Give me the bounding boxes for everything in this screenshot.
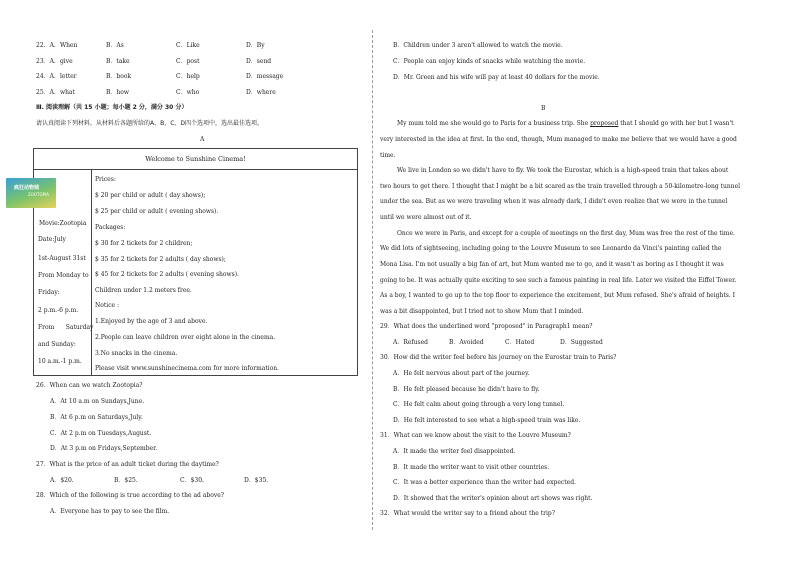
q28-option-b: B．Children under 3 aren't allowed to watch the movie. (393, 42, 563, 49)
q29-option-b: B．Avoided (449, 339, 484, 346)
passage-b-line-2: very interested in the idea at first. In the end, though, Mum managed to make me believe that we would have a good (380, 136, 737, 143)
ad-price-day: $ 20 per child or adult ( day shows); (95, 192, 206, 199)
q27-option-d: D．$35. (244, 477, 269, 484)
ad-package-children: $ 30 for 2 tickets for 2 children; (95, 240, 193, 247)
ad-website: Please visit www.sunshinecinema.com for more information. (95, 365, 280, 372)
q30-option-b: B．He felt pleased because he didn't have to fly. (393, 386, 540, 393)
q23-option-b: B．take (106, 58, 130, 65)
poster-text: 疯狂动物城 (14, 185, 40, 191)
passage-b-line-9: We did lots of sightseeing, including going to the Louvre Museum to see Leonardo da Vinci's painting called the (380, 245, 722, 252)
q31-option-b: B．It made the writer want to visit other countries. (393, 464, 550, 471)
passage-b-line-11: going to be. It was actually quite exciting to see such a famous painting in real life. Later we visited the Eiffel Tower. (380, 277, 737, 284)
q29-option-d: D．Suggested (560, 339, 603, 346)
passage-a-label: A (200, 136, 205, 143)
q26-stem: 26．When can we watch Zootopia? (36, 382, 143, 389)
ad-price-evening: $ 25 per child or adult ( evening shows). (95, 208, 219, 215)
q22-option-a: 22．A．When (36, 42, 78, 49)
q23-option-c: C．post (176, 58, 200, 65)
ad-prices-heading: Prices: (95, 176, 116, 183)
q28-option-d: D．Mr. Green and his wife will pay at least 40 dollars for the movie. (393, 74, 600, 81)
q24-option-c: C．help (176, 73, 200, 80)
movie-poster-image (6, 178, 56, 208)
q30-option-d: D．He felt interested to see what a high-speed train was like. (393, 417, 581, 424)
ad-notice-1: 1.Enjoyed by the age of 3 and above. (95, 318, 208, 325)
q28-stem: 28．Which of the following is true according to the ad above? (36, 492, 224, 499)
ad-left-range: 1st-August 31st (38, 255, 86, 262)
q31-option-a: A．It made the writer feel disappointed. (393, 448, 516, 455)
passage-b-line-3: time. (380, 152, 396, 159)
q26-option-c: C．At 2 p.m on Tuesdays,August. (50, 430, 152, 437)
ad-left-date: Date:July (38, 236, 66, 243)
ad-package-adults-evening: $ 45 for 2 tickets for 2 adults ( evening shows). (95, 271, 239, 278)
ad-left-saturday: From Saturday (38, 324, 94, 331)
q29-option-c: C．Hated (505, 339, 535, 346)
q26-option-a: A．At 10 a.m on Sundays,June. (50, 398, 145, 405)
ad-notice-2: 2.People can leave children over eight alone in the cinema. (95, 334, 276, 341)
q27-option-a: A．$20. (50, 477, 74, 484)
q23-option-a: 23．A．give (36, 58, 73, 65)
q23-option-d: D．send (246, 58, 272, 65)
ad-left-sunday: and Sunday: (38, 341, 76, 348)
ad-notice-heading: Notice : (95, 302, 120, 309)
section3-instructions: 请认真阅读下列材料，从材料后各题所给的A、B、C、D四个选项中，选出最佳选项。 (36, 120, 264, 127)
q28-option-c: C．People can enjoy kinds of snacks while watching the movie. (393, 58, 586, 65)
ad-left-friday: Friday: (38, 289, 60, 296)
q22-option-d: D．By (246, 42, 265, 49)
q31-stem: 31．What can we know about the visit to the Louvre Museum? (380, 432, 571, 439)
q24-option-a: 24．A．letter (36, 73, 77, 80)
passage-b-line-10: Mona Lisa. I'm not usually a big fan of art, but Mum wanted me to go, and it wasn't as boring as I thought it was (380, 261, 724, 268)
q25-option-b: B．how (106, 89, 130, 96)
passage-b-line-6: under the sea. But as we were traveling when it was already dark, I didn't even realize that we were in the tunnel (380, 198, 728, 205)
q27-stem: 27．What is the price of an adult ticket during the daytime? (36, 461, 219, 468)
q24-option-d: D．message (246, 73, 284, 80)
q28-option-a: A．Everyone has to pay to see the film. (50, 508, 170, 515)
section3-title: Ⅲ. 阅读理解（共 15 小题；每小题 2 分，满分 30 分） (36, 104, 188, 111)
ad-left-movie: Movie:Zootopia (39, 220, 87, 227)
q26-option-b: B．At 6 p.m on Saturdays,July. (50, 414, 143, 421)
poster-subtext: ZOOTOPIA (28, 192, 49, 197)
ad-notice-3: 3.No snacks in the cinema. (95, 350, 178, 357)
q26-option-d: D．At 3 p.m on Fridays,September. (50, 445, 158, 452)
q22-option-c: C．Like (176, 42, 200, 49)
passage-b-line-8: Once we were in Paris, and except for a couple of meetings on the first day, Mum was free the rest of the time. (397, 230, 735, 237)
ad-column-line (91, 169, 92, 375)
passage-b-line-5: two hours to get there. I thought that I might be a bit scared as the train travelled through a 50-kilometre-long tunnel (380, 183, 741, 190)
q29-stem: 29．What does the underlined word "proposed" in Paragraph1 mean? (380, 323, 593, 330)
passage-b-line-7: until we were almost out of it. (380, 214, 472, 221)
passage-b-line-1: My mum told me she would go to Paris for a business trip. She proposed that I should go with her but I wasn't (397, 120, 734, 127)
q32-stem: 32．What would the writer say to a friend about the trip? (380, 510, 555, 517)
q27-option-c: C．$30. (180, 477, 204, 484)
q25-option-c: C．who (176, 89, 200, 96)
q25-option-d: D．where (246, 89, 276, 96)
ad-left-weekday-time: 2 p.m.-6 p.m. (38, 307, 79, 314)
passage-b-line-12: As a boy, I wanted to go up to the top floor to experience the excitement, but Mum refused. She's afraid of heights. I (380, 292, 736, 299)
q31-option-c: C．It was a better experience than the writer had expected. (393, 479, 576, 486)
q22-option-b: B．As (106, 42, 124, 49)
ad-children-free: Children under 1.2 meters free. (95, 287, 192, 294)
passage-b-line-4: We live in London so we didn't have to fly. We took the Eurostar, which is a high-speed train that takes about (397, 167, 729, 174)
underlined-word-proposed: proposed (590, 120, 619, 127)
ad-left-weekday: From Monday to (38, 272, 89, 279)
ad-left-weekend-time: 10 a.m.-1 p.m. (38, 358, 82, 365)
ad-title: Welcome to Sunshine Cinema! (34, 149, 357, 170)
q25-option-a: 25．A．what (36, 89, 75, 96)
q27-option-b: B．$25. (114, 477, 138, 484)
ad-package-adults-day: $ 35 for 2 tickets for 2 adults ( day shows); (95, 256, 226, 263)
ad-packages-heading: Packages: (95, 224, 126, 231)
q31-option-d: D．It showed that the writer's opinion about art shows was right. (393, 495, 593, 502)
q29-option-a: A．Refused (393, 339, 428, 346)
q30-stem: 30．How did the writer feel before his journey on the Eurostar train to Paris? (380, 354, 617, 361)
q24-option-b: B．book (106, 73, 132, 80)
q30-option-a: A．He felt nervous about part of the journey. (393, 370, 530, 377)
passage-b-line-13: was a bit disappointed, but I tried not to show Mum that I minded. (380, 308, 584, 315)
q30-option-c: C．He felt calm about going through a very long tunnel. (393, 401, 565, 408)
column-divider (372, 30, 373, 530)
passage-b-label: B (541, 105, 546, 112)
